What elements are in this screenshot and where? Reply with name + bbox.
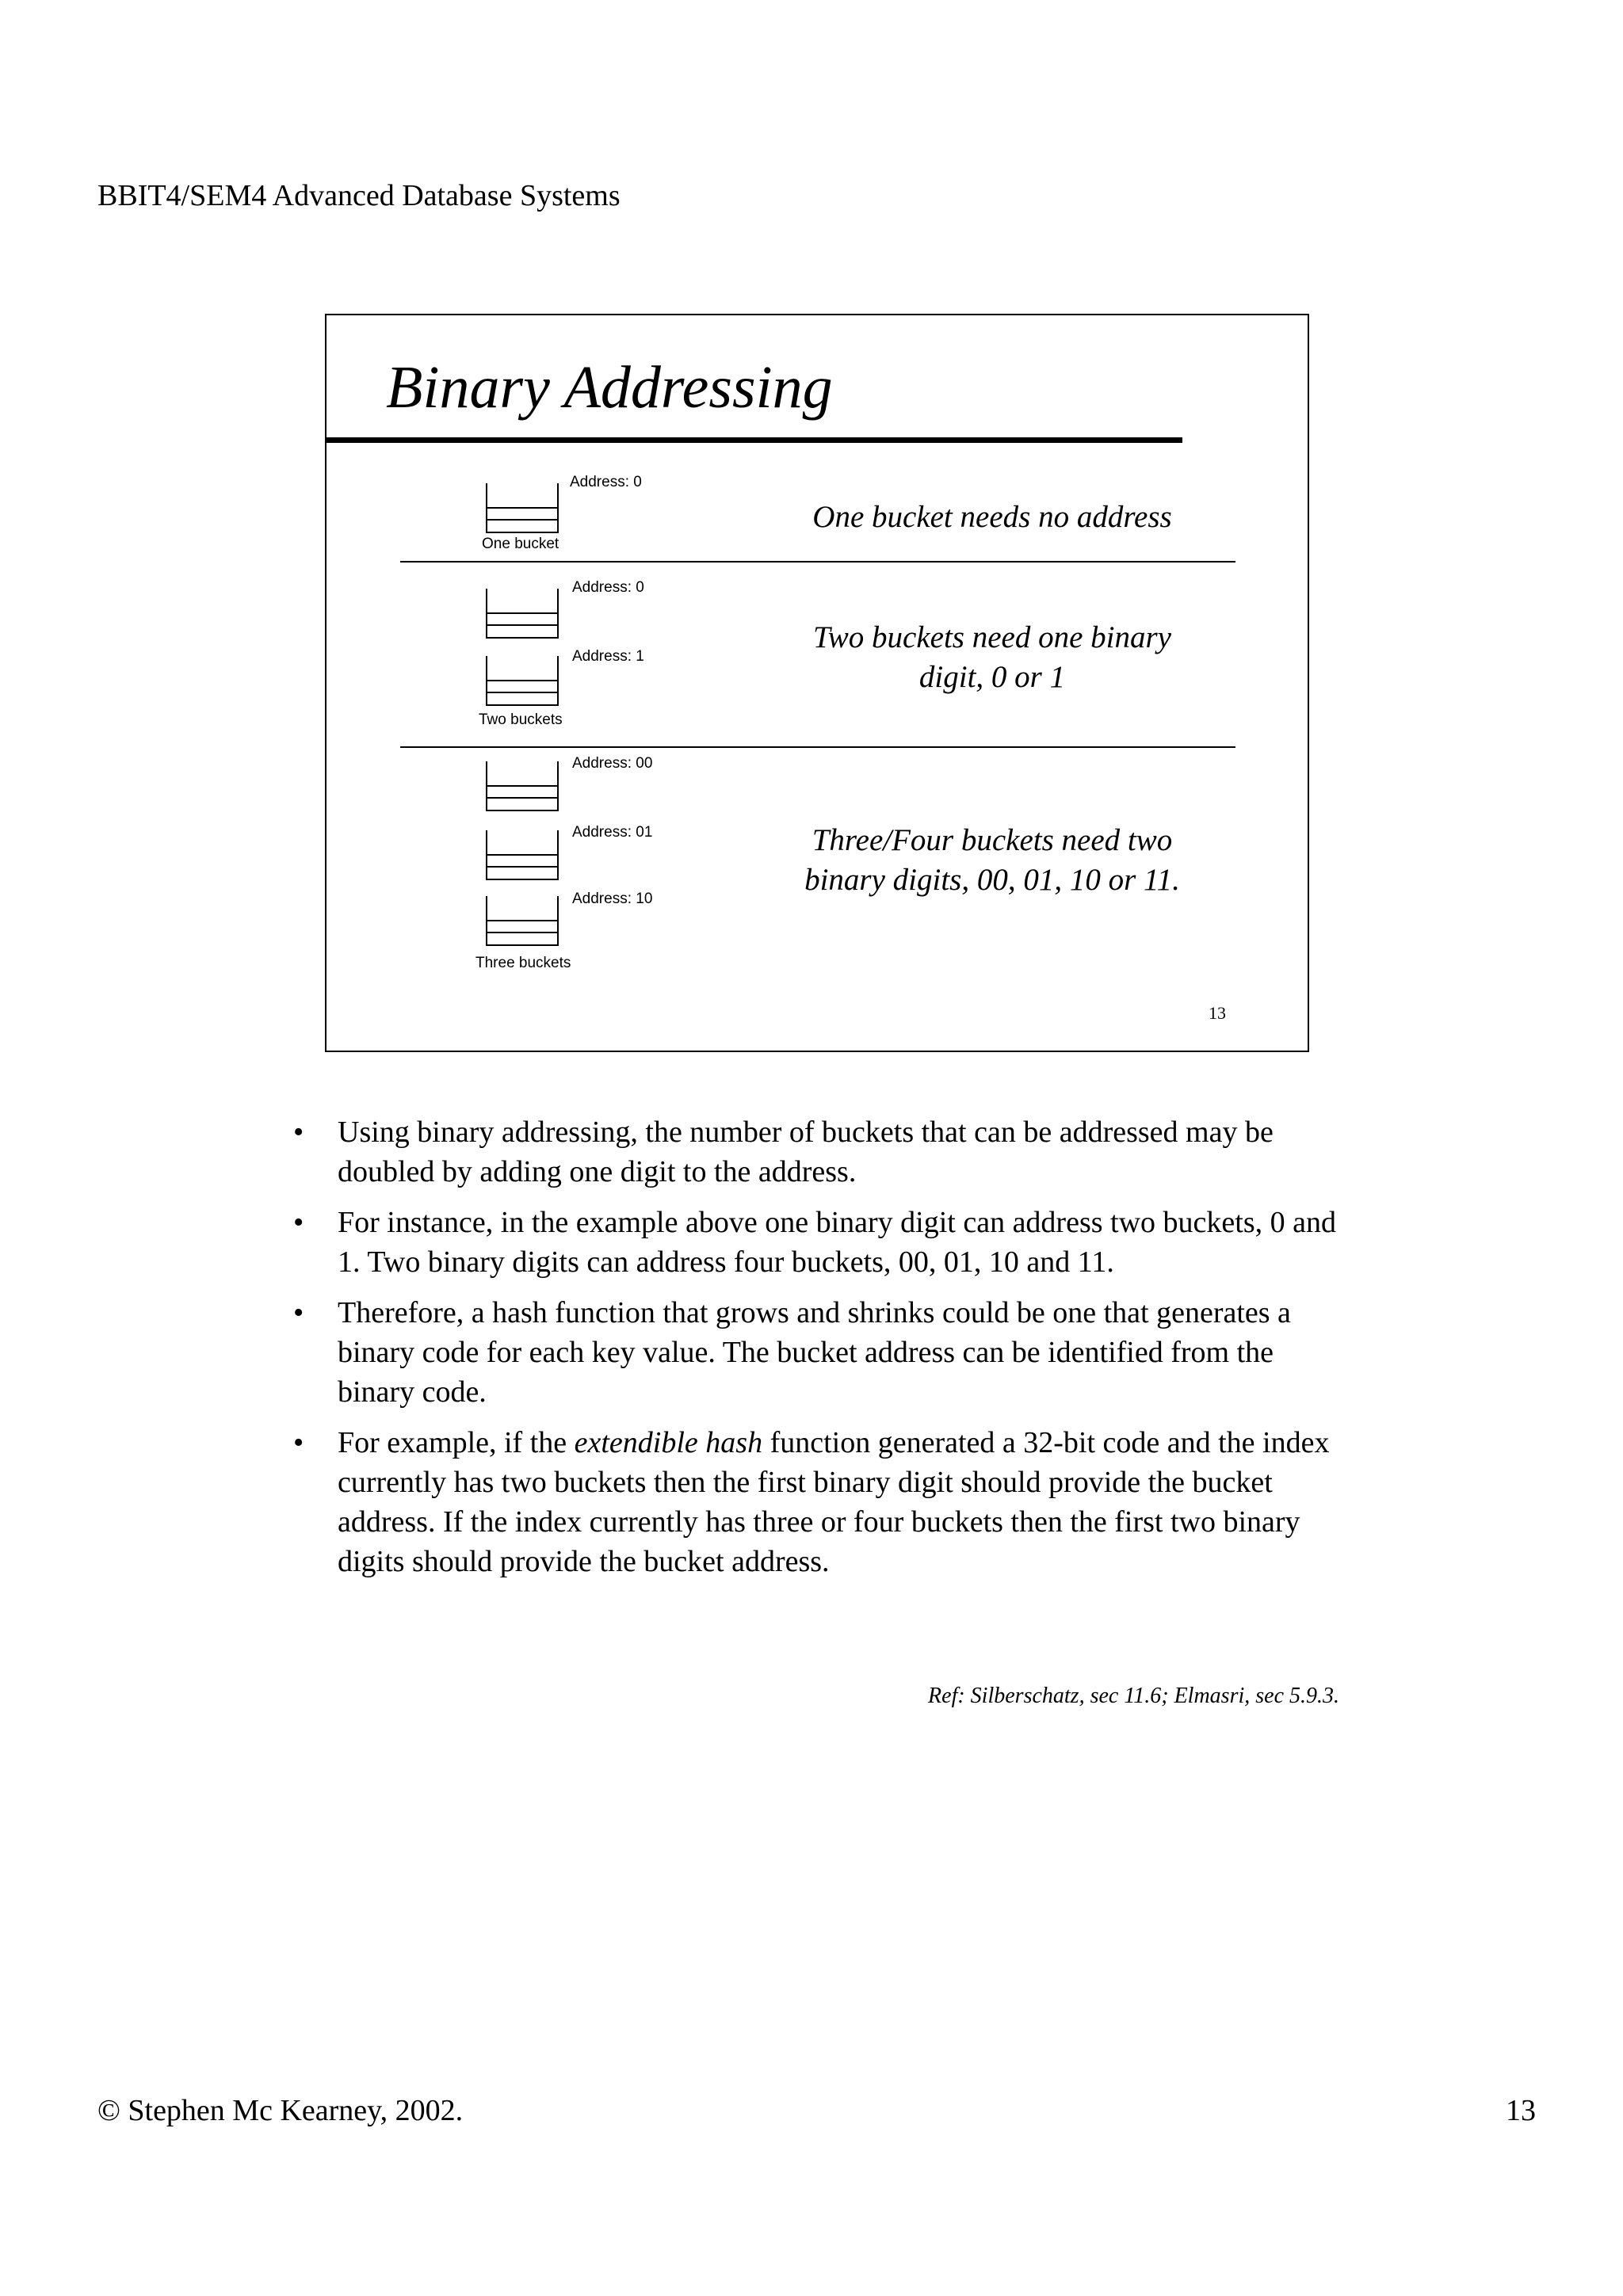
slide-frame bbox=[325, 314, 1309, 1052]
bucket-group-label: Two buckets bbox=[479, 711, 563, 728]
bucket-icon bbox=[485, 761, 559, 812]
note-bullet bbox=[293, 1423, 1355, 1581]
bucket-icon bbox=[485, 483, 559, 534]
caption-line: binary digits, 00, 01, 10 or 11. bbox=[804, 863, 1180, 897]
note-text: function generated a 32-bit code and the index currently has two buckets then the first binary digit should provide the bucket address. If the index currently has three or four buckets then the first two binary digits should provide the bucket address. bbox=[338, 1426, 1330, 1578]
address-label: Address: 1 bbox=[572, 648, 644, 665]
caption-line: Three/Four buckets need two bbox=[812, 823, 1173, 857]
address-label: Address: 0 bbox=[570, 474, 642, 490]
bucket-icon bbox=[485, 896, 559, 947]
address-label: Address: 01 bbox=[572, 824, 653, 841]
title-rule bbox=[327, 437, 1182, 443]
address-label: Address: 0 bbox=[572, 579, 644, 596]
reference: Ref: Silberschatz, sec 11.6; Elmasri, sec 5.9.3. bbox=[928, 1684, 1339, 1708]
bucket-group-label: Three buckets bbox=[475, 955, 571, 971]
caption-line: digit, 0 or 1 bbox=[918, 660, 1066, 694]
caption-line: Two buckets need one binary bbox=[812, 620, 1171, 654]
copyright: © Stephen Mc Kearney, 2002. bbox=[97, 2094, 464, 2127]
notes-list bbox=[293, 1112, 1355, 1592]
address-label: Address: 10 bbox=[572, 891, 653, 907]
note-text: For example, if the bbox=[338, 1426, 575, 1459]
caption-three-four-buckets bbox=[778, 821, 1206, 900]
caption-one-bucket: One bucket needs no address bbox=[812, 500, 1172, 534]
bucket-icon bbox=[485, 589, 559, 639]
page-number: 13 bbox=[1506, 2094, 1536, 2127]
slide-number: 13 bbox=[1209, 1003, 1226, 1023]
bucket-icon bbox=[485, 830, 559, 881]
emphasis-term: extendible hash bbox=[574, 1426, 763, 1459]
note-bullet: • Therefore, a hash function that grows and shrinks could be one that generates a binary code for each key value. The bucket address can be identified from the binary code. bbox=[293, 1293, 1355, 1412]
course-header: BBIT4/SEM4 Advanced Database Systems bbox=[97, 179, 621, 212]
address-label: Address: 00 bbox=[572, 755, 653, 772]
bucket-icon bbox=[485, 656, 559, 707]
note-bullet: • For instance, in the example above one binary digit can address two buckets, 0 and 1. Two binary digits can address four buckets, 00, 01, 10 and 11. bbox=[293, 1203, 1355, 1282]
caption-two-buckets bbox=[778, 618, 1206, 697]
note-bullet: • Using binary addressing, the number of buckets that can be addressed may be doubled by adding one digit to the address. bbox=[293, 1112, 1355, 1192]
slide-title: Binary Addressing bbox=[386, 354, 833, 421]
section-divider bbox=[400, 561, 1235, 563]
bucket-group-label: One bucket bbox=[482, 536, 559, 552]
section-divider bbox=[400, 746, 1235, 748]
